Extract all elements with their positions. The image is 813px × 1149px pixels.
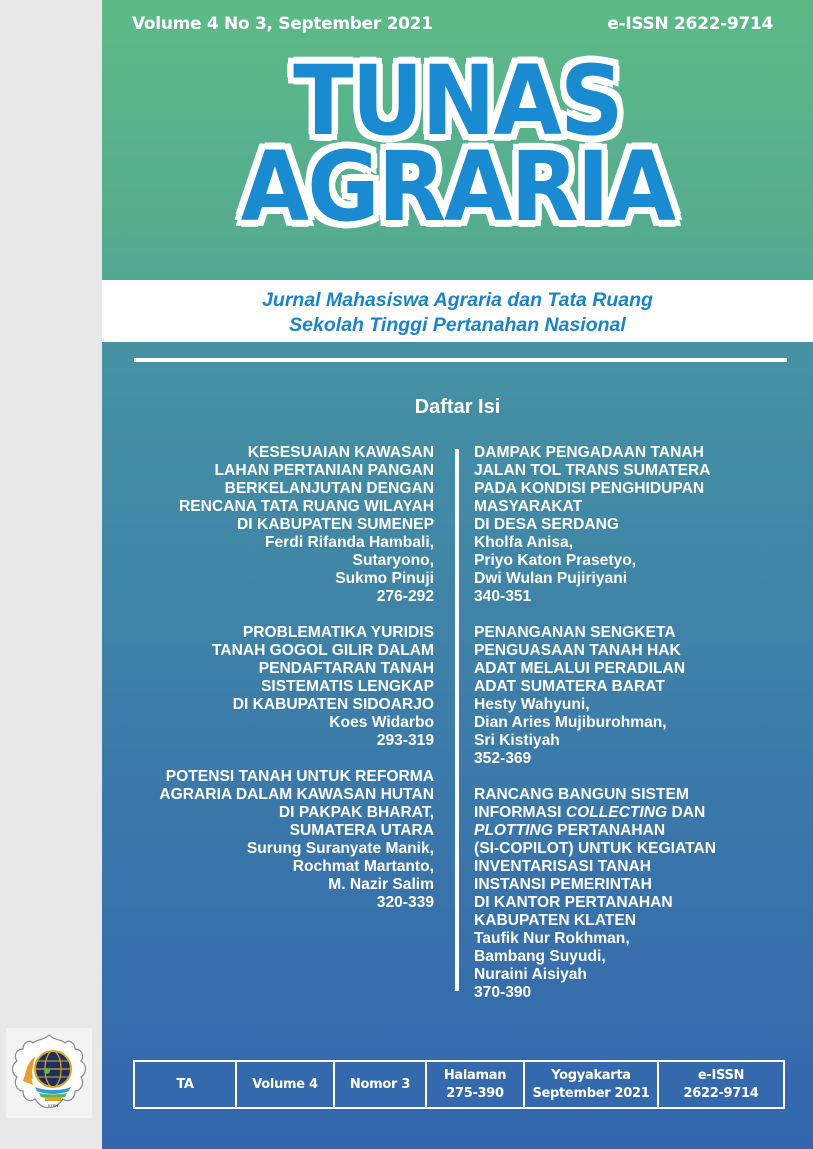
entry-author: Surung Suranyate Manik, — [246, 840, 434, 857]
entry-title-line: TANAH GOGOL GILIR DALAM — [211, 642, 434, 659]
toc-right-column — [474, 444, 804, 1020]
cover-header-band — [102, 0, 813, 280]
entry-title-line: KESESUAIAN KAWASAN — [247, 444, 434, 461]
cell-line: Halaman — [443, 1067, 507, 1083]
entry-title-line: RENCANA TATA RUANG WILAYAH — [179, 498, 434, 515]
cell-line: 2622-9714 — [683, 1085, 759, 1101]
cell-line: e-ISSN — [697, 1067, 745, 1083]
column-divider — [455, 449, 459, 991]
entry-title-line: ADAT MELALUI PERADILAN — [474, 660, 686, 677]
entry-title-line: PENGUASAAN TANAH HAK — [474, 642, 681, 659]
cell-line: September 2021 — [532, 1085, 650, 1101]
title-fragment: DAN — [667, 804, 706, 821]
subtitle-band — [102, 280, 813, 342]
entry-author: Koes Widarbo — [329, 714, 434, 731]
entry-author: Sutaryono, — [352, 552, 434, 569]
entry-title-line: (SI-COPILOT) UNTUK KEGIATAN — [474, 840, 716, 857]
entry-author: Priyo Katon Prasetyo, — [474, 552, 637, 569]
cell-line: Volume 4 — [252, 1076, 318, 1092]
info-cell-issn — [659, 1062, 783, 1107]
cell-line: TA — [176, 1076, 194, 1092]
toc-entry[interactable] — [474, 786, 804, 1002]
horizontal-divider — [134, 358, 787, 362]
subtitle-line-1: Jurnal Mahasiswa Agraria dan Tata Ruang — [262, 289, 653, 311]
entry-title-line: INSTANSI PEMERINTAH — [474, 876, 652, 893]
journal-cover — [102, 0, 813, 1149]
entry-title-line: SISTEMATIS LENGKAP — [261, 678, 434, 695]
title-line-2: AGRARIA — [240, 131, 675, 243]
italic-term: COLLECTING — [565, 804, 668, 821]
institution-logo — [6, 1028, 92, 1118]
entry-author: Ferdi Rifanda Hambali, — [265, 534, 434, 551]
entry-author: Sri Kistiyah — [474, 732, 560, 749]
entry-title-line — [474, 822, 804, 840]
entry-title-line: RANCANG BANGUN SISTEM — [474, 786, 689, 803]
entry-author: Rochmat Martanto, — [292, 858, 434, 875]
entry-title-line: LAHAN PERTANIAN PANGAN — [214, 462, 434, 479]
entry-title-line: DAMPAK PENGADAAN TANAH — [474, 444, 704, 461]
info-cell-number — [335, 1062, 427, 1107]
subtitle-line-2: Sekolah Tinggi Pertanahan Nasional — [289, 314, 626, 336]
issn-label: e-ISSN 2622-9714 — [607, 14, 773, 34]
toc-left-column — [122, 444, 434, 930]
info-cell-volume — [237, 1062, 335, 1107]
issue-label: Volume 4 No 3, September 2021 — [132, 14, 433, 34]
entry-title-line: POTENSI TANAH UNTUK REFORMA — [165, 768, 434, 785]
entry-pages: 320-339 — [376, 894, 434, 911]
entry-author: Nuraini Aisiyah — [474, 966, 587, 983]
info-cell-ta — [135, 1062, 237, 1107]
entry-title-line: BERKELANJUTAN DENGAN — [224, 480, 434, 497]
cell-line: Yogyakarta — [551, 1067, 631, 1083]
entry-author: Hesty Wahyuni, — [474, 696, 590, 713]
entry-title-line: INVENTARISASI TANAH — [474, 858, 652, 875]
entry-title-line: PENDAFTARAN TANAH — [258, 660, 434, 677]
entry-title-line: KABUPATEN KLATEN — [474, 912, 636, 929]
title-line-1: TUNAS — [293, 45, 622, 157]
journal-title — [102, 45, 813, 243]
entry-pages: 276-292 — [376, 588, 434, 605]
issue-meta-row — [132, 14, 773, 34]
cell-line: Nomor 3 — [349, 1076, 411, 1092]
entry-author: Bambang Suyudi, — [474, 948, 606, 965]
info-cell-place-date — [525, 1062, 659, 1107]
toc-heading: Daftar Isi — [414, 396, 501, 418]
toc-entry[interactable] — [474, 624, 804, 768]
entry-title-line: ADAT SUMATERA BARAT — [474, 678, 665, 695]
entry-title-line: PENANGANAN SENGKETA — [474, 624, 676, 641]
institution-emblem-icon — [9, 1031, 89, 1115]
toc-entry[interactable] — [122, 768, 434, 912]
entry-title-line: DI KANTOR PERTANAHAN — [474, 894, 673, 911]
side-strip — [0, 0, 101, 1149]
entry-author: Taufik Nur Rokhman, — [474, 930, 630, 947]
entry-pages: 340-351 — [474, 588, 532, 605]
entry-title-line: PADA KONDISI PENGHIDUPAN — [474, 480, 705, 497]
entry-pages: 370-390 — [474, 984, 532, 1001]
entry-title-line: JALAN TOL TRANS SUMATERA — [474, 462, 711, 479]
entry-title-line: PROBLEMATIKA YURIDIS — [242, 624, 434, 641]
entry-title-line: DI DESA SERDANG — [474, 516, 619, 533]
entry-title-line: DI KABUPATEN SUMENEP — [237, 516, 434, 533]
toc-entry[interactable] — [122, 624, 434, 750]
italic-term: PLOTTING — [474, 822, 553, 839]
svg-text:STPN: STPN — [47, 1103, 59, 1108]
entry-title-line: SUMATERA UTARA — [289, 822, 434, 839]
entry-pages: 293-319 — [376, 732, 434, 749]
title-fragment: PERTANAHAN — [552, 822, 666, 839]
toc-entry[interactable] — [122, 444, 434, 606]
entry-title-line — [474, 804, 804, 822]
info-cell-pages — [427, 1062, 525, 1107]
entry-title-line: DI KABUPATEN SIDOARJO — [232, 696, 434, 713]
entry-title-line: DI PAKPAK BHARAT, — [278, 804, 434, 821]
entry-author: Dwi Wulan Pujiriyani — [474, 570, 628, 587]
title-fragment: INFORMASI — [474, 804, 566, 821]
entry-pages: 352-369 — [474, 750, 532, 767]
issue-info-table — [133, 1060, 785, 1109]
entry-author: Sukmo Pinuji — [335, 570, 434, 587]
entry-author: Dian Aries Mujiburohman, — [474, 714, 667, 731]
entry-title-line: MASYARAKAT — [474, 498, 583, 515]
entry-author: Kholfa Anisa, — [474, 534, 574, 551]
cell-line: 275-390 — [446, 1085, 504, 1101]
toc-entry[interactable] — [474, 444, 804, 606]
entry-author: M. Nazir Salim — [328, 876, 434, 893]
entry-title-line: AGRARIA DALAM KAWASAN HUTAN — [159, 786, 434, 803]
